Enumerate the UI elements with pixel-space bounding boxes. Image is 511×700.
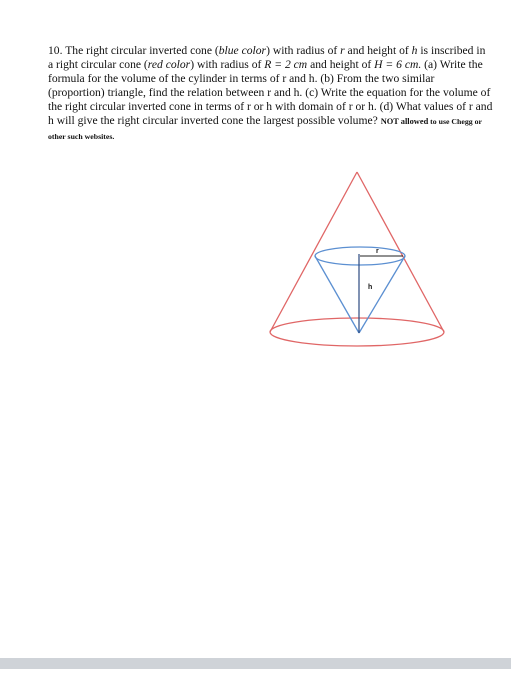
variable-r: r xyxy=(340,44,345,57)
not-allowed-note: NOT allowed xyxy=(380,117,429,126)
H-equation: H = 6 cm. xyxy=(374,58,422,71)
radius-label: r xyxy=(376,248,379,255)
cone-diagram xyxy=(262,168,452,358)
height-label: h xyxy=(368,284,373,291)
variable-h: h xyxy=(411,44,418,57)
blue-color-label: blue color xyxy=(218,44,267,57)
text-part-4: is inscribed in a right circular cone ( xyxy=(48,44,486,71)
text-part-7: (a) Write the formula for the volume of the cylinder in terms of r and h. (b) From the two similar (proportion) triangle, find the relation between r and h. (c) Write the equation for the volume of the right circular inverted cone in terms of r or h with domain of r or h. (d) What values of r and h will give the right circular inverted cone the largest possible volume? xyxy=(48,58,493,127)
cone-diagram-svg xyxy=(262,168,452,358)
outer-cone-base-ellipse xyxy=(270,318,444,346)
outer-cone-left-edge xyxy=(270,172,357,332)
inner-cone-left-edge xyxy=(315,256,359,333)
red-color-label: red color xyxy=(147,58,191,71)
text-part-3: and height of xyxy=(344,44,412,57)
text-part-5: ) with radius of xyxy=(190,58,265,71)
R-equation: R = 2 cm xyxy=(264,58,308,71)
inner-cone-right-edge xyxy=(359,256,405,333)
text-part-6: and height of xyxy=(307,58,375,71)
problem-number: 10. xyxy=(48,44,63,57)
bottom-scroll-bar xyxy=(0,658,511,669)
text-part-2: ) with radius of xyxy=(266,44,341,57)
chegg-note: to use Chegg or other such websites. xyxy=(48,117,482,141)
text-part-1: The right circular inverted cone ( xyxy=(62,44,219,57)
problem-text xyxy=(48,44,493,144)
